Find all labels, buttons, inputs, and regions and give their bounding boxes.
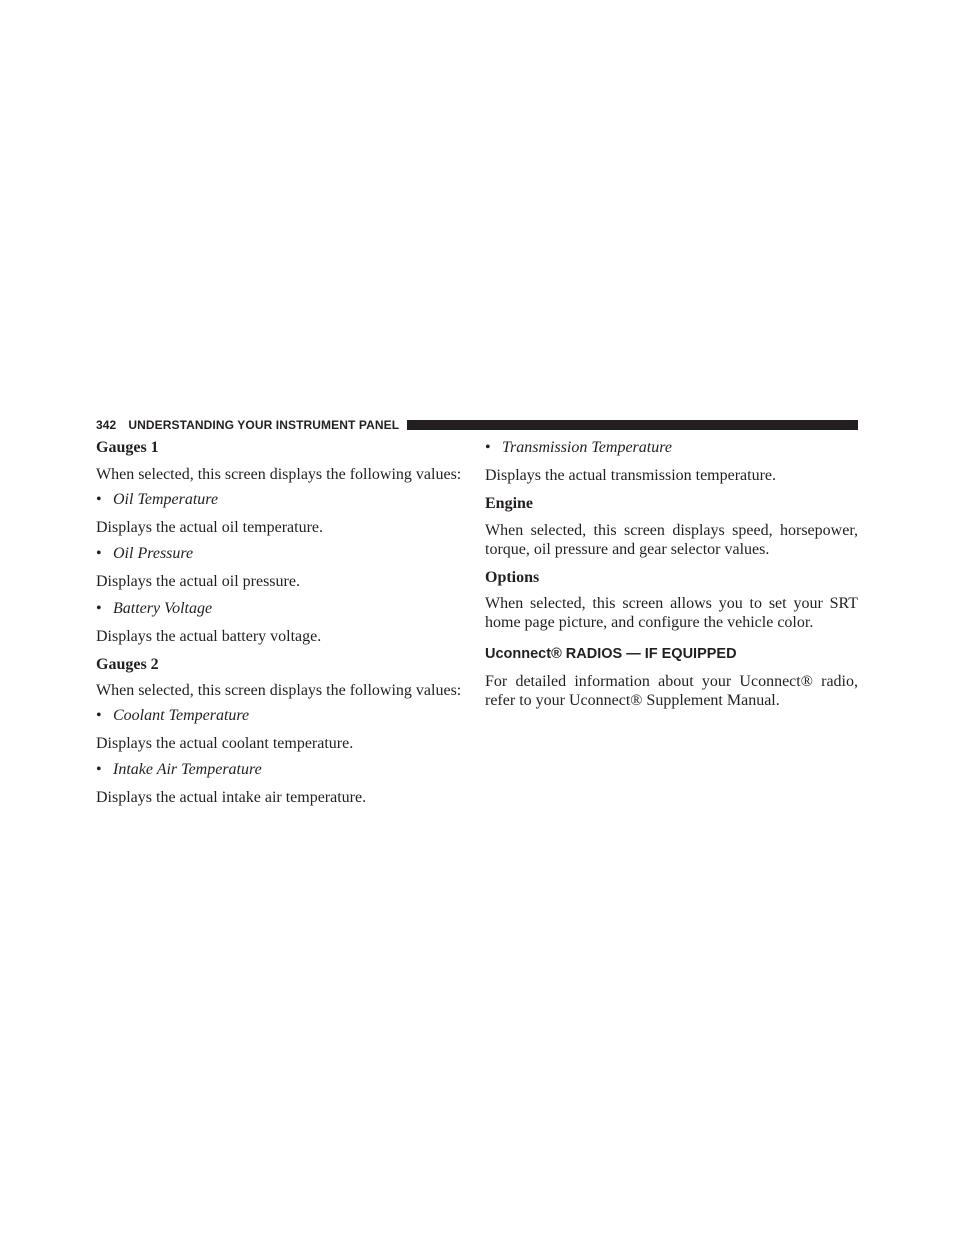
bullet-icon: • bbox=[96, 707, 102, 724]
section-title: UNDERSTANDING YOUR INSTRUMENT PANEL bbox=[128, 418, 400, 432]
transmission-temperature-desc: Displays the actual transmission temperature. bbox=[485, 467, 777, 484]
uconnect-heading: Uconnect® RADIOS — IF EQUIPPED bbox=[485, 646, 737, 662]
coolant-temperature-desc: Displays the actual coolant temperature. bbox=[96, 735, 354, 752]
bullet-icon: • bbox=[96, 600, 102, 617]
header-rule bbox=[407, 420, 858, 430]
bullet-transmission-temperature bbox=[485, 438, 858, 457]
bullet-oil-temperature bbox=[96, 490, 470, 509]
bullet-label: Transmission Temperature bbox=[502, 439, 672, 456]
gauges1-heading: Gauges 1 bbox=[96, 439, 159, 456]
bullet-icon: • bbox=[485, 439, 491, 456]
bullet-intake-air-temperature bbox=[96, 760, 470, 779]
bullet-label: Oil Temperature bbox=[113, 491, 219, 508]
oil-temperature-desc: Displays the actual oil temperature. bbox=[96, 519, 324, 536]
bullet-label: Battery Voltage bbox=[113, 600, 213, 617]
bullet-label: Coolant Temperature bbox=[113, 707, 250, 724]
engine-heading: Engine bbox=[485, 495, 534, 512]
gauges1-intro: When selected, this screen displays the following values: bbox=[96, 466, 462, 483]
battery-voltage-desc: Displays the actual battery voltage. bbox=[96, 628, 322, 645]
page-number: 342 bbox=[96, 418, 117, 432]
intake-air-temperature-desc: Displays the actual intake air temperature. bbox=[96, 789, 367, 806]
bullet-label: Intake Air Temperature bbox=[113, 761, 262, 778]
options-heading: Options bbox=[485, 569, 540, 586]
bullet-label: Oil Pressure bbox=[113, 545, 194, 562]
bullet-oil-pressure bbox=[96, 544, 470, 563]
gauges2-heading: Gauges 2 bbox=[96, 656, 159, 673]
bullet-icon: • bbox=[96, 545, 102, 562]
oil-pressure-desc: Displays the actual oil pressure. bbox=[96, 573, 300, 590]
bullet-icon: • bbox=[96, 491, 102, 508]
bullet-icon: • bbox=[96, 761, 102, 778]
uconnect-desc: For detailed information about your Uconnect® radio, refer to your Uconnect® Supplement Manual. bbox=[485, 673, 858, 709]
page-header bbox=[96, 416, 858, 434]
options-desc: When selected, this screen allows you to set your SRT home page picture, and configure the vehicle color. bbox=[485, 595, 858, 631]
bullet-battery-voltage bbox=[96, 599, 470, 618]
bullet-coolant-temperature bbox=[96, 706, 470, 725]
gauges2-intro: When selected, this screen displays the following values: bbox=[96, 682, 462, 699]
engine-desc: When selected, this screen displays speed, horsepower, torque, oil pressure and gear selector values. bbox=[485, 522, 858, 558]
